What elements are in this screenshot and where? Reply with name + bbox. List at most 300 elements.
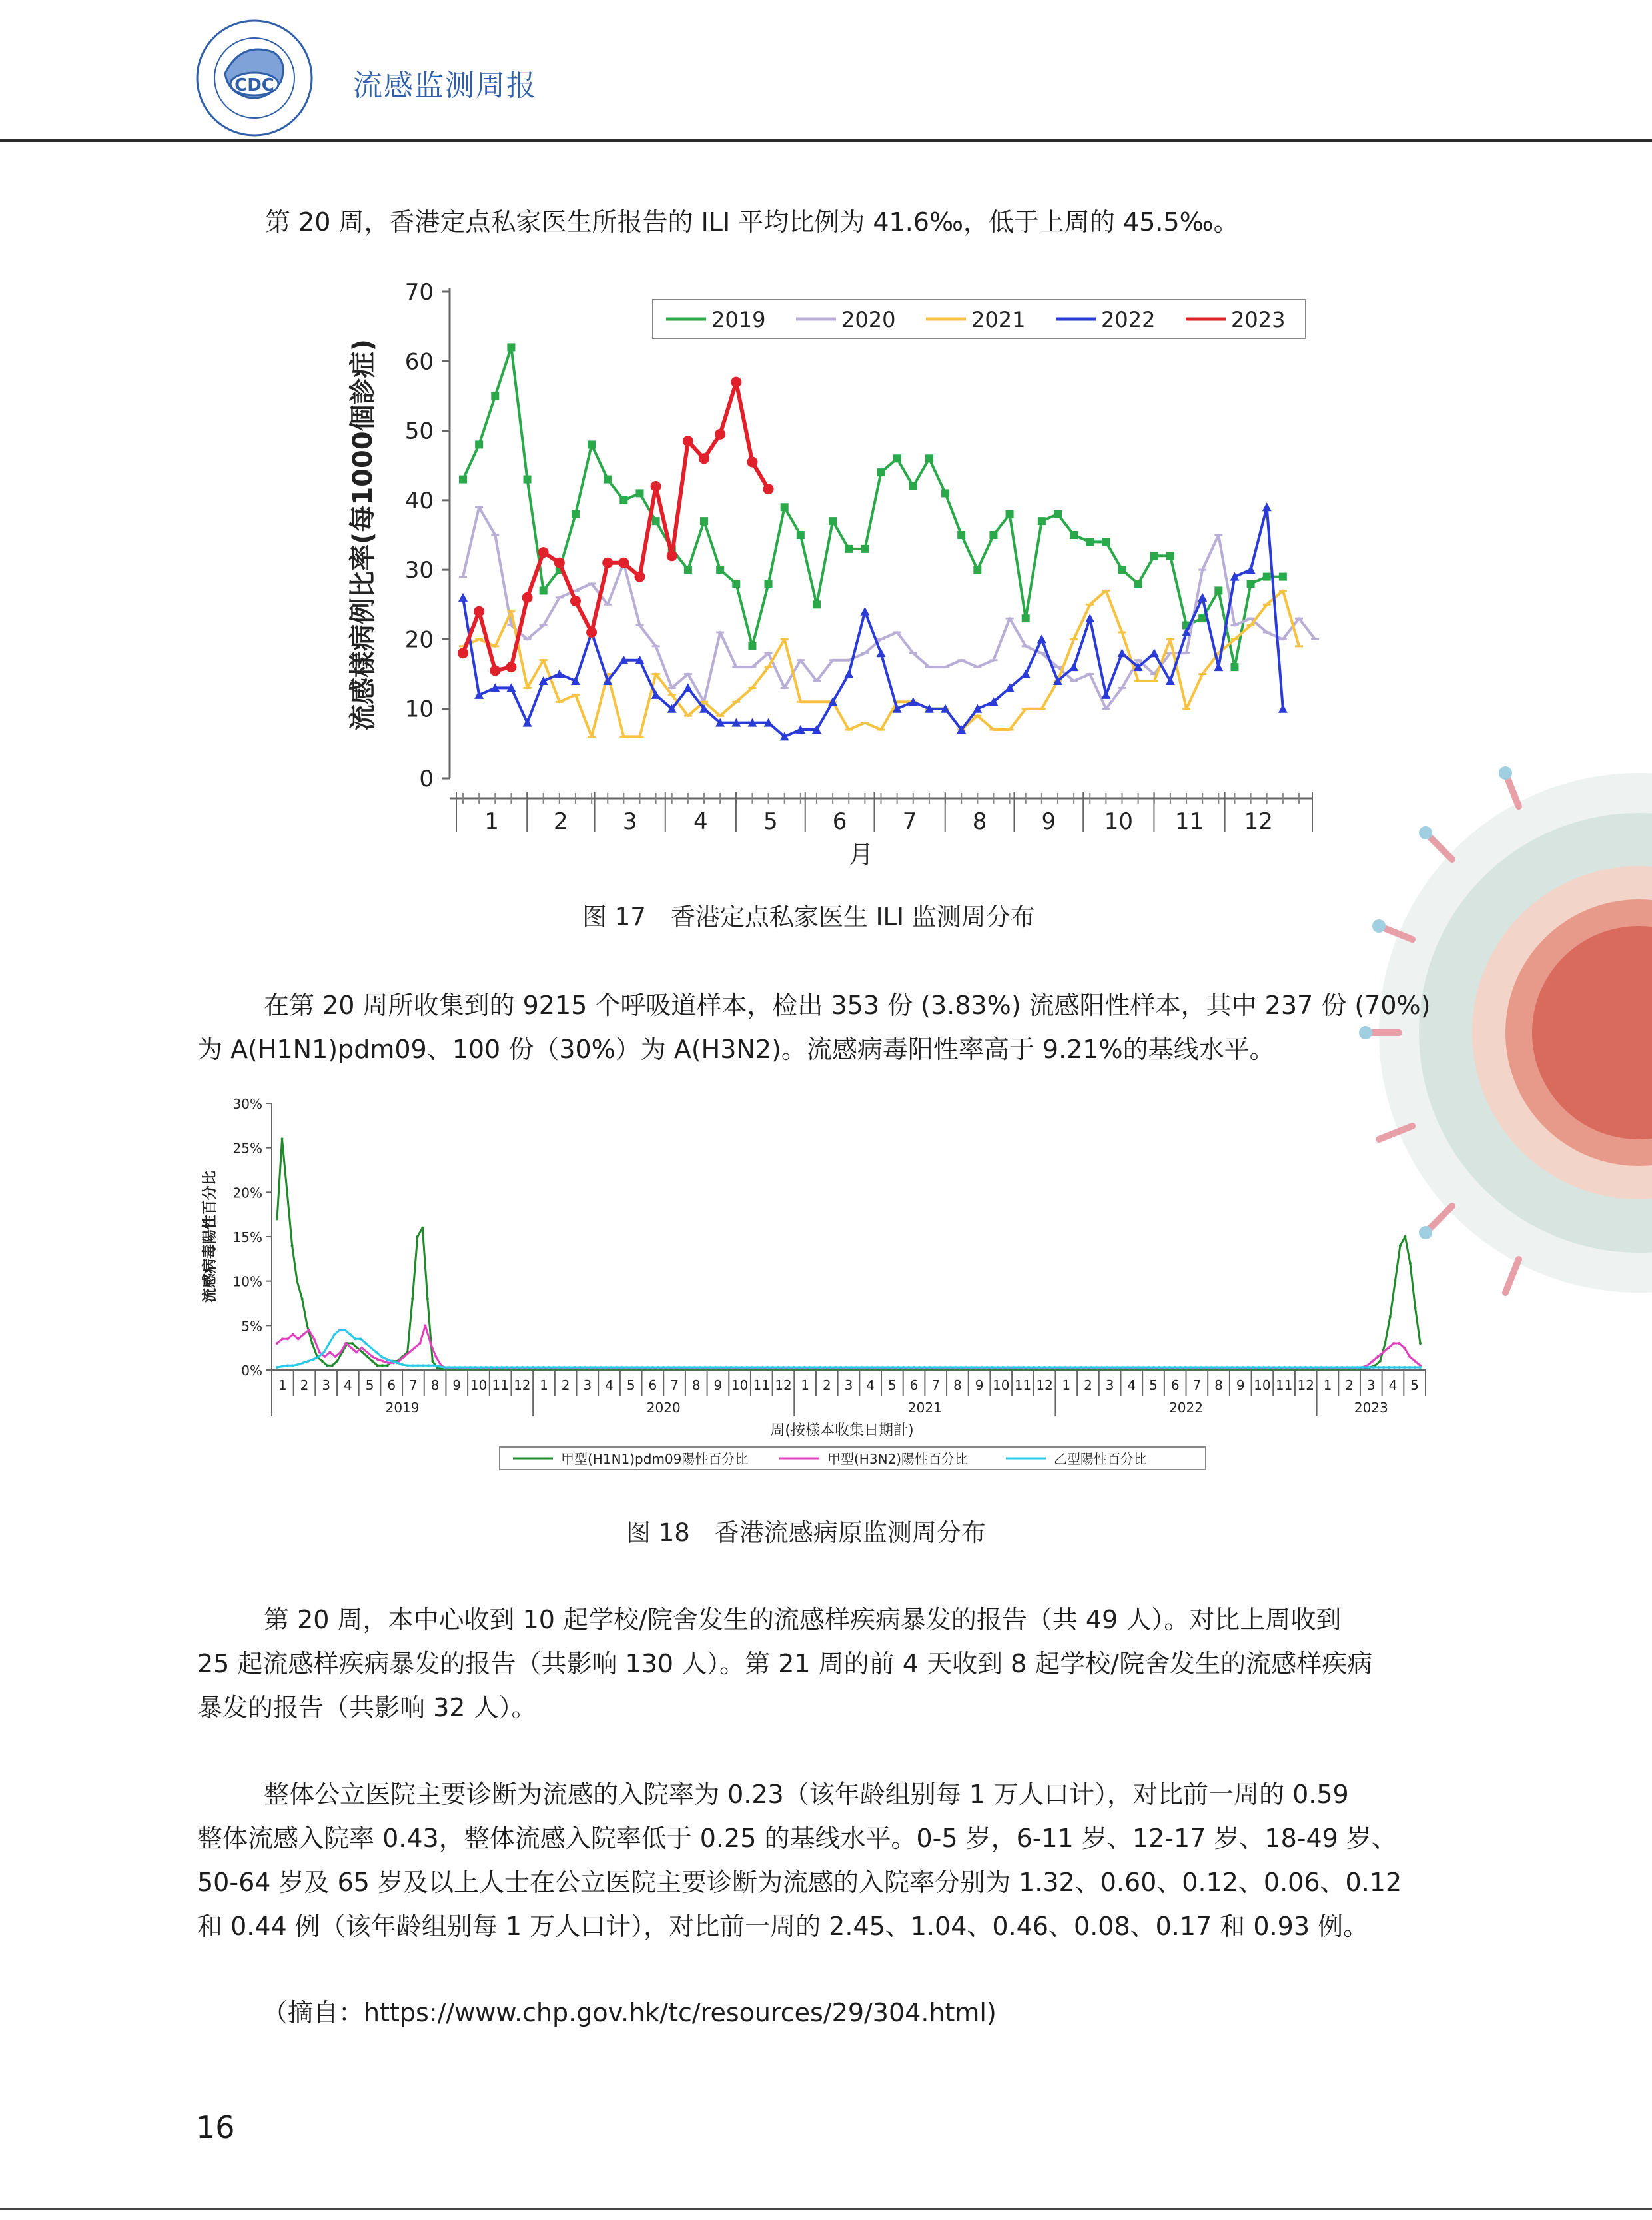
point-series-3 [725,1366,727,1369]
footer-rule [0,2208,1652,2210]
x-month-label: 5 [626,1377,635,1393]
series-line-3 [277,1330,1420,1367]
x-month-label: 11 [1275,1377,1293,1393]
point-2023 [731,377,741,388]
point-series-3 [1288,1366,1291,1369]
x-month-label: 6 [832,808,847,835]
point-series-3 [1179,1366,1182,1369]
point-series-3 [1325,1366,1328,1369]
point-2019 [925,454,933,462]
point-series-3 [406,1364,409,1367]
point-2022 [1278,704,1288,713]
point-series-3 [1074,1366,1077,1369]
point-series-2 [429,1342,432,1345]
point-series-3 [1158,1366,1160,1369]
point-series-3 [1351,1366,1354,1369]
paragraph-hospital-line4: 和 0.44 例（该年龄组别每 1 万人口计），对比前一周的 2.45、1.04、0.46、0.08、0.17 和 0.93 例。 [197,1912,1369,1941]
point-series-1 [321,1360,324,1363]
paragraph-outbreak-line2: 25 起流感样疾病暴发的报告（共影响 130 人）。第 21 周的前 4 天收到 8 起学校/院舍发生的流感样疾病 [197,1649,1373,1678]
point-series-2 [313,1337,316,1340]
point-series-2 [328,1351,331,1353]
point-series-3 [1038,1366,1040,1369]
point-2019 [829,517,837,525]
point-series-3 [949,1366,952,1369]
x-month-label: 2 [1084,1377,1092,1393]
source-citation: （摘自：https://www.chp.gov.hk/tc/resources/29/304.html) [262,1998,997,2027]
point-2019 [635,489,643,497]
series-line-2 [277,1325,1420,1368]
x-month-label: 3 [322,1377,331,1393]
point-series-3 [767,1366,769,1369]
point-series-2 [344,1342,347,1345]
paragraph-hospital-line3: 50-64 岁及 65 岁及以上人士在公立医院主要诊断为流感的入院率分别为 1.32、0.60、0.12、0.06、0.12 [197,1868,1402,1897]
point-series-3 [1283,1366,1286,1369]
point-series-1 [276,1217,278,1220]
point-series-3 [1027,1366,1030,1369]
y-tick-label: 0 [419,766,434,792]
point-series-3 [1215,1366,1218,1369]
point-series-3 [845,1366,847,1369]
point-2019 [1263,573,1271,581]
x-month-label: 4 [344,1377,352,1393]
point-2019 [845,545,853,553]
point-series-3 [1356,1366,1359,1369]
point-series-3 [740,1366,743,1369]
y-axis-label: 流感病毒陽性百分比 [202,1170,218,1303]
point-series-1 [301,1297,304,1300]
point-series-3 [480,1366,482,1369]
point-series-1 [286,1191,288,1193]
point-series-3 [782,1366,785,1369]
point-series-1 [1409,1262,1412,1265]
x-month-label: 6 [1170,1377,1180,1393]
point-series-3 [359,1337,362,1340]
point-series-1 [416,1235,419,1238]
paragraph-samples-line1: 在第 20 周所收集到的 9215 个呼吸道样本，检出 353 份 (3.83%) 流感阳性样本，其中 237 份 (70%) [264,991,1431,1020]
x-month-label: 7 [931,1377,941,1393]
point-series-2 [1387,1347,1390,1349]
point-series-3 [714,1366,717,1369]
y-tick-label: 5% [241,1318,262,1335]
point-series-3 [338,1329,341,1331]
point-2023 [763,484,774,494]
point-series-3 [808,1366,811,1369]
point-series-3 [677,1366,680,1369]
point-series-3 [417,1364,420,1367]
point-series-3 [667,1366,670,1369]
point-2022 [1101,690,1110,699]
point-series-3 [944,1366,947,1369]
point-series-2 [355,1351,358,1353]
point-series-3 [490,1366,492,1369]
point-series-1 [1414,1307,1416,1309]
point-2019 [684,566,692,574]
x-month-label: 11 [1174,808,1204,835]
figure-18-chart [200,1090,1452,1483]
point-series-3 [516,1366,518,1369]
point-series-1 [426,1297,429,1300]
x-month-label: 11 [1014,1377,1032,1393]
point-series-3 [1137,1366,1140,1369]
x-month-label: 4 [605,1377,614,1393]
point-2019 [1134,580,1142,588]
point-series-1 [326,1364,328,1367]
x-month-label: 4 [1127,1377,1136,1393]
y-tick-label: 50 [404,418,434,445]
point-series-3 [855,1366,858,1369]
point-series-3 [819,1366,821,1369]
point-series-1 [371,1360,374,1363]
point-series-2 [1398,1342,1400,1345]
point-series-3 [824,1366,827,1369]
point-series-3 [902,1366,905,1369]
point-series-3 [1304,1366,1307,1369]
point-2023 [715,429,725,440]
point-series-3 [719,1366,722,1369]
point-series-3 [1121,1366,1124,1369]
point-series-3 [296,1363,299,1366]
point-series-1 [366,1355,368,1358]
point-series-3 [1372,1366,1374,1369]
point-2022 [1150,648,1159,657]
point-series-3 [881,1366,884,1369]
point-series-3 [730,1366,733,1369]
point-series-3 [861,1366,863,1369]
x-axis-label: 周(按樣本收集日期計) [770,1422,914,1439]
x-month-label: 3 [1105,1377,1114,1393]
point-series-3 [803,1366,805,1369]
x-month-label: 6 [387,1377,396,1393]
x-month-label: 6 [648,1377,657,1393]
point-series-3 [605,1366,608,1369]
point-series-3 [1242,1366,1244,1369]
point-2019 [893,454,901,462]
point-series-3 [375,1351,378,1353]
point-series-3 [777,1366,779,1369]
legend-label-3: 乙型陽性百分比 [1054,1451,1147,1467]
point-series-2 [424,1324,426,1327]
point-series-3 [276,1366,278,1369]
point-2019 [748,642,756,650]
point-2019 [861,545,869,553]
paragraph-ili-ratio: 第 20 周，香港定点私家医生所报告的 ILI 平均比例为 41.6‰，低于上周的 45.5‰。 [265,207,1239,237]
point-series-3 [693,1366,696,1369]
point-series-3 [594,1366,597,1369]
x-month-label: 5 [1149,1377,1158,1393]
x-month-label: 4 [693,808,708,835]
point-series-3 [1314,1366,1317,1369]
point-series-3 [563,1366,566,1369]
y-tick-label: 70 [404,279,434,306]
x-month-label: 3 [583,1377,592,1393]
x-month-label: 4 [866,1377,875,1393]
paragraph-outbreak-line3: 暴发的报告（共影响 32 人）。 [197,1693,537,1722]
point-series-3 [813,1366,816,1369]
point-2022 [1262,502,1272,511]
point-2019 [813,600,821,608]
point-series-1 [296,1280,298,1283]
point-series-3 [636,1366,639,1369]
point-series-3 [1142,1366,1145,1369]
legend-label-2021: 2021 [971,307,1026,332]
x-month-label: 1 [484,808,499,835]
point-series-3 [771,1366,774,1369]
point-series-2 [292,1333,294,1336]
point-series-1 [421,1227,424,1229]
point-series-3 [1362,1366,1364,1369]
x-month-label: 3 [844,1377,853,1393]
point-series-3 [532,1366,534,1369]
point-series-2 [286,1337,289,1340]
point-series-3 [829,1366,832,1369]
x-month-label: 7 [670,1377,679,1393]
point-series-2 [350,1347,352,1349]
point-2019 [1038,517,1046,525]
x-month-label: 5 [763,808,778,835]
point-2022 [1198,593,1207,602]
point-2019 [1086,538,1094,546]
series-line-2021 [463,590,1299,736]
point-series-3 [578,1366,581,1369]
point-series-3 [615,1366,618,1369]
point-2019 [1166,552,1174,560]
point-series-3 [981,1366,983,1369]
point-series-2 [382,1360,384,1363]
point-series-3 [939,1366,941,1369]
x-month-label: 10 [731,1377,749,1393]
header-title: 流感监测周报 [353,69,537,103]
point-series-3 [469,1366,472,1369]
x-month-label: 2 [561,1377,570,1393]
x-axis-label: 月 [848,840,874,869]
point-2019 [1214,586,1222,594]
figure-18-caption: 图 18 香港流感病原监测周分布 [626,1518,986,1547]
point-series-3 [427,1364,430,1367]
point-series-3 [1095,1366,1098,1369]
point-series-3 [913,1366,915,1369]
x-month-label: 10 [470,1377,488,1393]
x-year-label: 2022 [1169,1400,1203,1416]
x-month-label: 9 [975,1377,984,1393]
x-month-label: 2 [822,1377,831,1393]
point-series-3 [1189,1366,1192,1369]
point-series-2 [366,1351,368,1353]
point-series-3 [907,1366,910,1369]
x-month-label: 7 [409,1377,418,1393]
point-series-3 [281,1365,284,1368]
point-2019 [1279,573,1287,581]
figure-17-chart [333,273,1332,873]
x-month-label: 7 [1192,1377,1202,1393]
point-series-2 [434,1355,437,1358]
point-series-3 [1398,1366,1401,1369]
x-month-label: 11 [492,1377,509,1393]
point-series-3 [745,1366,748,1369]
point-series-3 [625,1366,628,1369]
point-series-3 [1262,1366,1265,1369]
point-series-3 [1278,1366,1280,1369]
point-2022 [555,670,564,678]
point-series-3 [787,1366,790,1369]
point-series-3 [991,1366,993,1369]
point-2019 [540,586,548,594]
point-series-3 [1330,1366,1333,1369]
point-series-2 [414,1347,416,1349]
point-series-3 [432,1364,435,1367]
cdc-logo [188,15,321,141]
point-series-3 [1001,1366,1004,1369]
point-series-3 [412,1364,414,1367]
point-2019 [1150,552,1158,560]
point-2022 [1037,634,1046,643]
point-series-3 [1100,1366,1103,1369]
point-series-3 [975,1366,978,1369]
point-2019 [732,580,740,588]
point-series-3 [537,1366,540,1369]
point-series-1 [1419,1342,1422,1345]
point-series-3 [458,1366,461,1369]
point-2019 [1230,663,1238,671]
x-month-label: 8 [972,808,987,835]
point-series-2 [302,1333,305,1336]
point-series-3 [1090,1366,1092,1369]
x-month-label: 5 [1410,1377,1420,1393]
point-series-3 [673,1366,675,1369]
point-series-2 [1414,1360,1416,1363]
point-series-3 [1210,1366,1213,1369]
point-series-3 [1116,1366,1119,1369]
point-series-2 [276,1342,278,1345]
point-2019 [1118,566,1126,574]
point-series-2 [1392,1342,1395,1345]
point-2019 [491,392,499,400]
point-series-2 [387,1361,390,1364]
point-2022 [1214,662,1223,671]
point-2022 [877,648,886,657]
paragraph-hospital-line2: 整体流感入院率 0.43，整体流感入院率低于 0.25 的基线水平。0-5 岁，6-11 岁、12-17 岁、18-49 岁、 [197,1824,1397,1853]
point-2019 [1022,614,1030,622]
point-2019 [1102,538,1110,546]
point-series-3 [704,1366,707,1369]
point-series-3 [390,1360,393,1363]
point-series-3 [1419,1366,1422,1369]
x-year-label: 2023 [1354,1400,1388,1416]
point-series-3 [839,1366,842,1369]
point-series-1 [1384,1342,1386,1345]
point-series-3 [892,1366,895,1369]
x-month-label: 3 [1366,1377,1376,1393]
point-series-3 [756,1366,759,1369]
point-series-3 [923,1366,926,1369]
point-series-2 [318,1351,321,1353]
point-series-3 [1012,1366,1015,1369]
point-2019 [604,476,612,484]
point-series-3 [1252,1366,1254,1369]
point-2022 [458,593,468,602]
y-tick-label: 40 [404,487,434,514]
point-series-3 [286,1364,289,1367]
point-series-3 [521,1366,524,1369]
y-tick-label: 30% [232,1096,262,1112]
point-series-3 [1064,1366,1066,1369]
point-series-3 [662,1366,665,1369]
point-2023 [490,665,500,676]
point-series-2 [308,1329,310,1331]
paragraph-samples-line2: 为 A(H1N1)pdm09、100 份（30%）为 A(H3N2)。流感病毒阳性率高于 9.21%的基线水平。 [197,1035,1275,1064]
point-series-3 [1346,1366,1348,1369]
point-series-3 [1294,1366,1296,1369]
point-series-3 [349,1333,352,1336]
point-2023 [667,550,677,561]
point-2023 [586,627,597,638]
point-2019 [524,476,532,484]
x-month-label: 10 [1254,1377,1271,1393]
point-series-3 [1022,1366,1025,1369]
point-series-3 [1408,1366,1411,1369]
point-series-3 [401,1363,404,1366]
x-month-label: 4 [1388,1377,1398,1393]
point-series-3 [1236,1366,1239,1369]
point-series-3 [1148,1366,1150,1369]
point-series-3 [506,1366,508,1369]
page-number: 16 [196,2109,235,2145]
x-month-label: 9 [713,1377,723,1393]
x-month-label: 6 [909,1377,919,1393]
point-series-3 [1336,1366,1338,1369]
point-series-3 [333,1333,336,1336]
x-month-label: 8 [691,1377,701,1393]
point-series-3 [1367,1366,1370,1369]
point-series-1 [1399,1244,1402,1247]
point-2019 [1198,614,1206,622]
y-tick-label: 10 [404,696,434,723]
point-series-3 [589,1366,592,1369]
point-series-3 [484,1366,487,1369]
point-series-3 [688,1366,691,1369]
point-series-3 [312,1358,315,1361]
point-series-3 [1048,1366,1051,1369]
point-series-3 [646,1366,649,1369]
point-series-3 [1309,1366,1312,1369]
point-series-3 [876,1366,879,1369]
x-month-label: 1 [540,1377,548,1393]
point-2022 [523,718,532,727]
x-month-label: 8 [430,1377,440,1393]
point-series-3 [558,1366,560,1369]
y-tick-label: 20% [232,1185,262,1201]
point-series-3 [323,1351,326,1353]
point-series-3 [568,1366,571,1369]
x-month-label: 3 [622,808,637,835]
point-series-3 [1111,1366,1114,1369]
point-2022 [1118,648,1127,657]
y-tick-label: 60 [404,348,434,376]
point-series-3 [1246,1366,1249,1369]
point-series-3 [970,1366,973,1369]
point-series-2 [1376,1355,1379,1358]
x-month-label: 5 [365,1377,374,1393]
point-series-3 [370,1347,372,1349]
point-series-3 [955,1366,957,1369]
point-series-3 [292,1364,294,1367]
point-series-1 [1379,1360,1382,1363]
point-series-3 [1226,1366,1228,1369]
figure-17-caption: 图 17 香港定点私家医生 ILI 监测周分布 [582,903,1035,931]
point-2023 [618,558,629,568]
x-month-label: 2 [1345,1377,1354,1393]
point-series-2 [1408,1355,1411,1358]
y-tick-label: 20 [404,626,434,654]
